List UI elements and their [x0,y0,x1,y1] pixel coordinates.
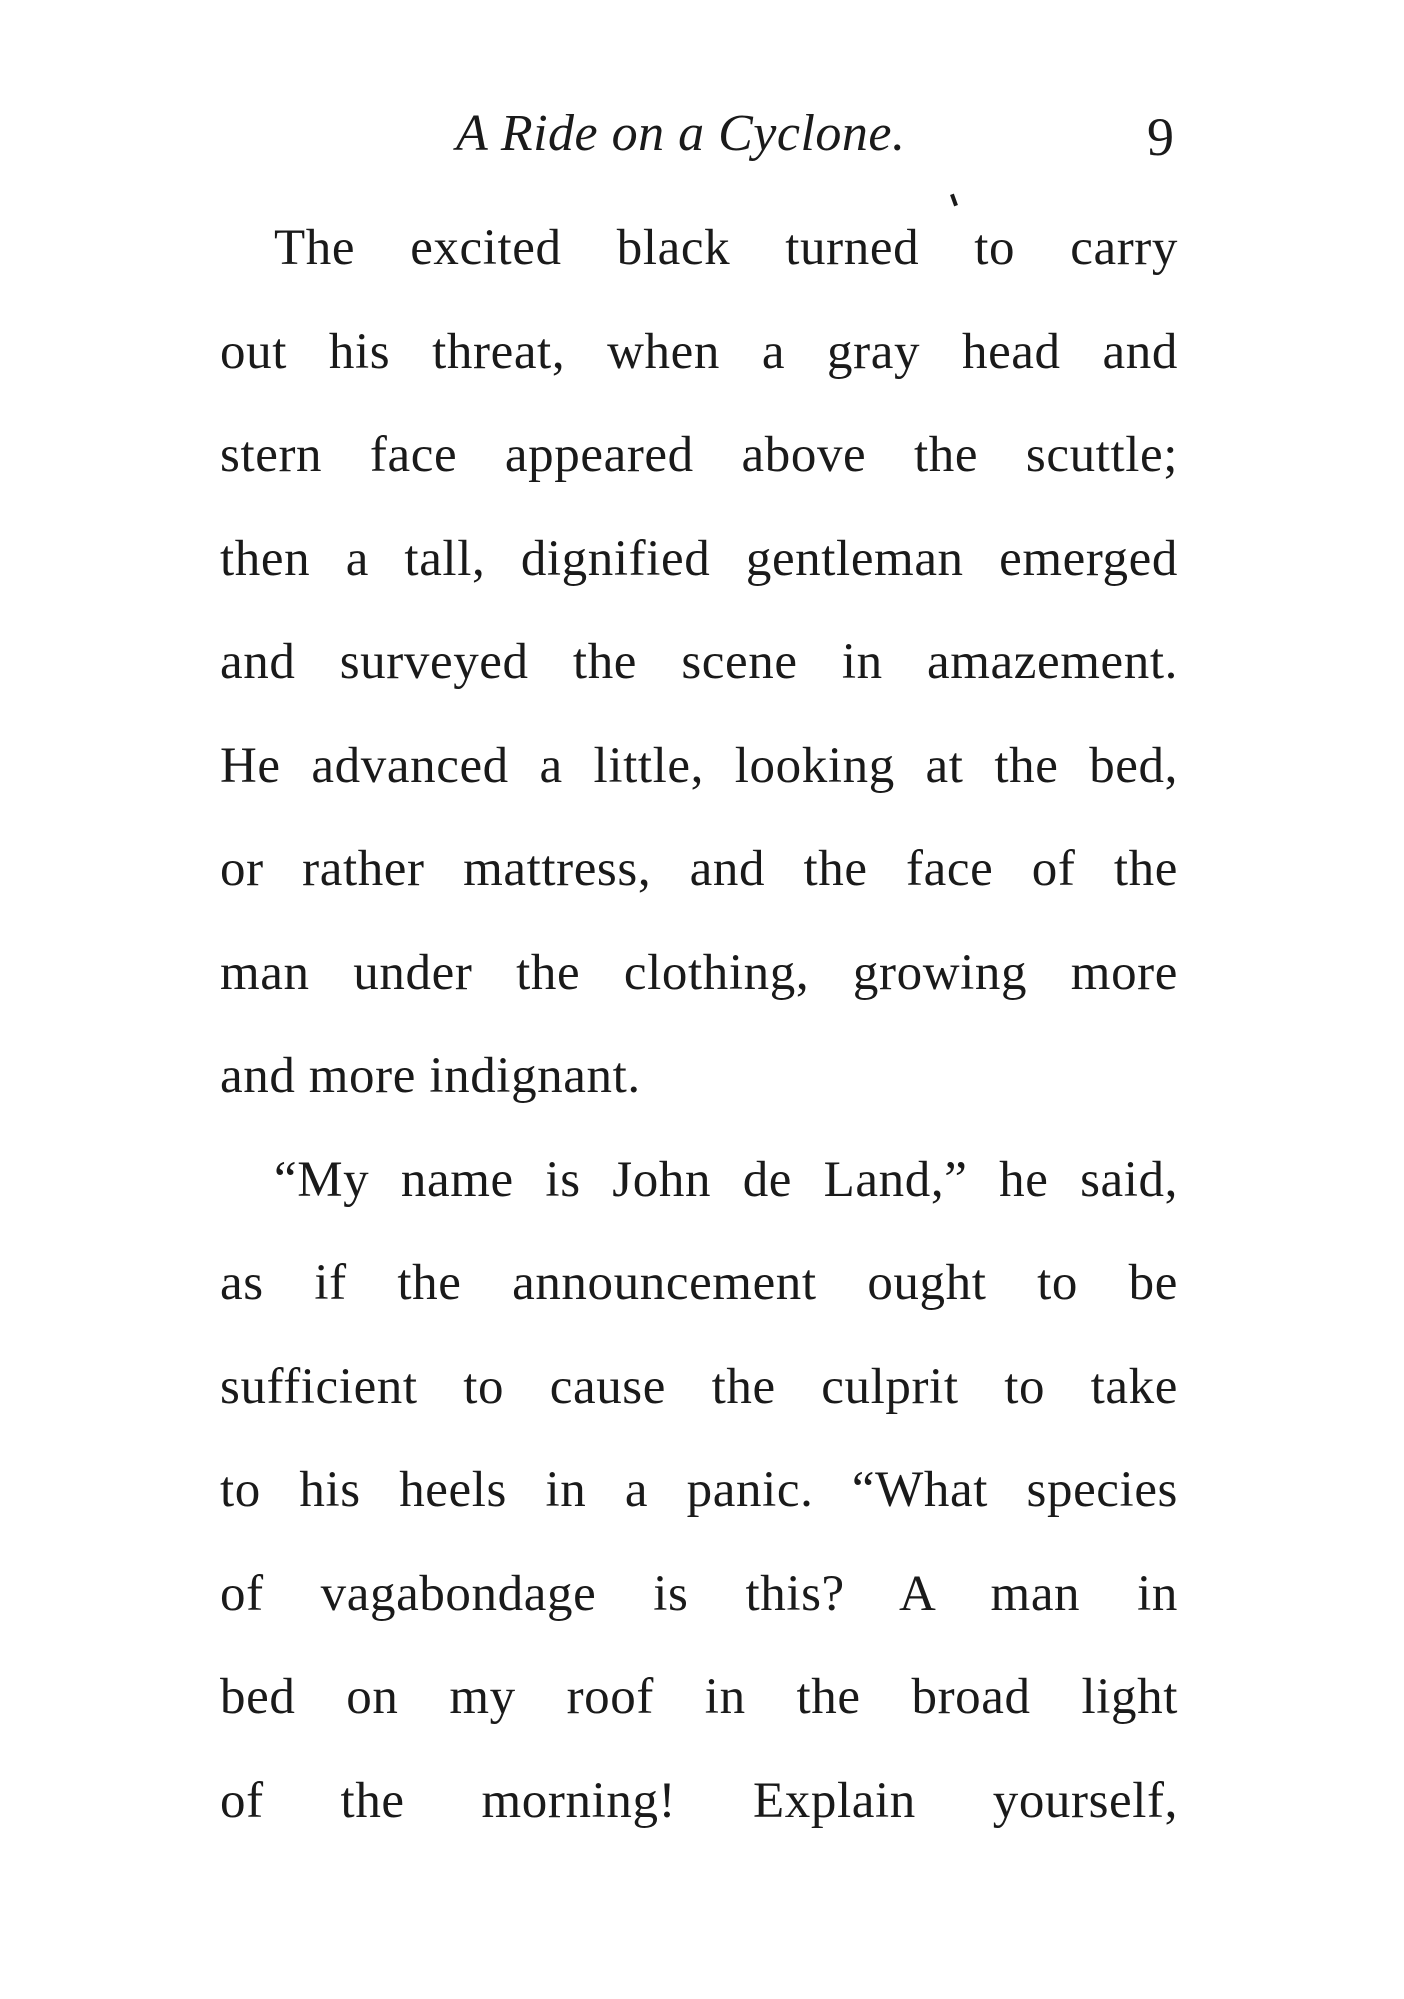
body-text [220,220,1178,1876]
text-line: sufficient to cause the culprit to take [220,1358,1178,1415]
ink-speck [950,194,958,207]
running-head [220,104,1180,174]
running-head-title: A Ride on a Cyclone. [456,105,906,162]
text-line: of vagabondage is this? A man in [220,1565,1178,1622]
text-line: and surveyed the scene in amazement. [220,634,1178,690]
text-line: of the morning! Explain yourself, [220,1772,1178,1829]
text-line: to his heels in a panic. “What species [220,1462,1178,1518]
text-line: out his threat, when a gray head and [220,323,1178,380]
text-line: stern face appeared above the scuttle; [220,427,1178,483]
text-line: as if the announcement ought to be [220,1255,1178,1311]
text-line: or rather mattress, and the face of the [220,841,1178,897]
text-line: The excited black turned to carry [274,220,1178,276]
text-line: bed on my roof in the broad light [220,1669,1178,1725]
text-line: man under the clothing, growing more [220,944,1178,1001]
page-number: 9 [1147,107,1174,167]
text-line: then a tall, dignified gentleman emerged [220,530,1178,587]
text-line: He advanced a little, looking at the bed, [220,737,1178,794]
text-line: “My name is John de Land,” he said, [274,1151,1178,1208]
text-line: and more indignant. [220,1048,641,1104]
